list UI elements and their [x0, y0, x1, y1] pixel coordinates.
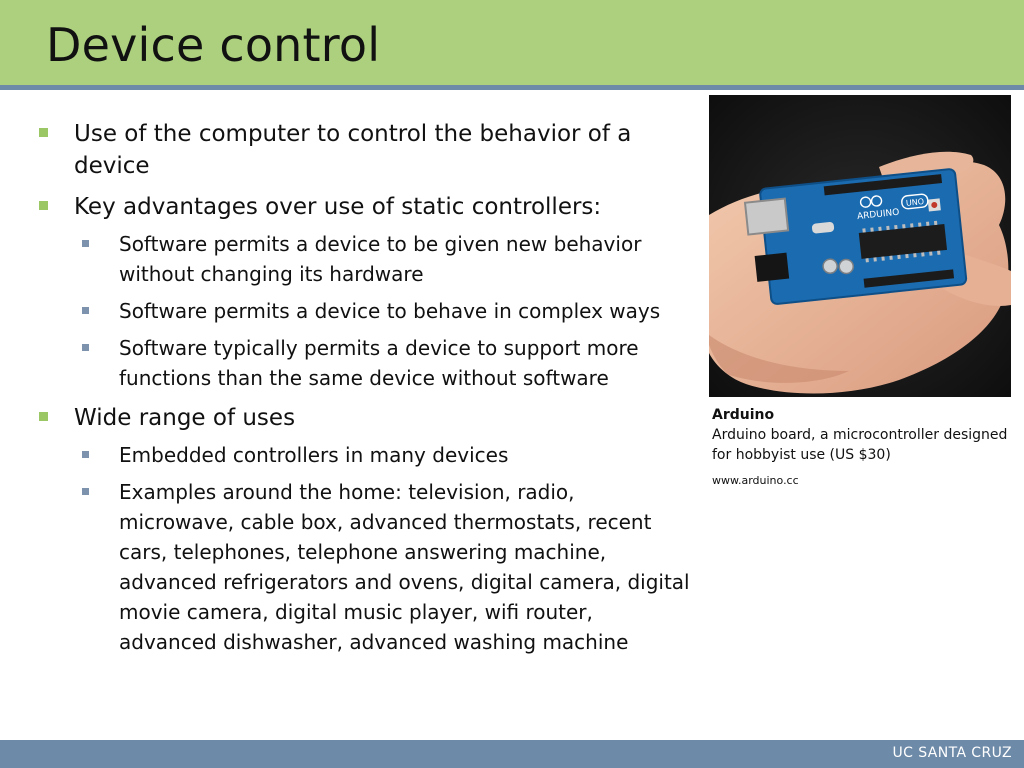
- arduino-photo: [709, 95, 1011, 397]
- sub-bullet-item: [81, 477, 696, 657]
- square-bullet-icon: [39, 201, 48, 210]
- bullet-item: [36, 118, 696, 182]
- image-caption: [712, 405, 1012, 491]
- board-badge: UNO: [905, 197, 925, 208]
- bullet-text: Key advantages over use of static controllers:: [74, 194, 602, 220]
- bullet-item: [36, 402, 696, 657]
- square-bullet-icon: [82, 451, 89, 458]
- square-bullet-icon: [39, 128, 48, 137]
- footer-institution: UC SANTA CRUZ: [892, 745, 1012, 761]
- square-bullet-icon: [39, 412, 48, 421]
- sub-bullet-text: Software permits a device to be given new behavior without changing its hardware: [119, 232, 642, 286]
- footer-bar: [0, 740, 1024, 768]
- bullet-list: [36, 118, 696, 657]
- board-label: ARDUINO: [856, 207, 900, 223]
- slide-title: Device control: [46, 18, 381, 72]
- bullet-text: Use of the computer to control the behavior of a device: [74, 121, 632, 179]
- square-bullet-icon: [82, 344, 89, 351]
- slide-body: [36, 118, 696, 666]
- caption-title: Arduino: [712, 407, 775, 423]
- title-bar: [0, 0, 1024, 85]
- bullet-item: [36, 191, 696, 393]
- sub-bullet-text: Software permits a device to behave in complex ways: [119, 299, 661, 323]
- sub-bullet-list: [81, 440, 696, 657]
- sub-bullet-list: [81, 229, 696, 393]
- sub-bullet-text: Software typically permits a device to support more functions than the same device without software: [119, 336, 639, 390]
- sub-bullet-item: [81, 333, 696, 393]
- header-divider: [0, 85, 1024, 90]
- square-bullet-icon: [82, 488, 89, 495]
- sub-bullet-item: [81, 440, 696, 470]
- sub-bullet-text: Embedded controllers in many devices: [119, 443, 509, 467]
- arduino-in-hand-image: [709, 95, 1011, 397]
- sub-bullet-item: [81, 229, 696, 289]
- caption-url: www.arduino.cc: [712, 474, 799, 487]
- sub-bullet-text: Examples around the home: television, radio, microwave, cable box, advanced thermostats, recent cars, telephones, telephone answering machine, advanced refrigerators and ovens, digital camera, digital movie camera, digital music player, wifi router, advanced dishwasher, advanced washing machine: [119, 480, 690, 654]
- square-bullet-icon: [82, 240, 89, 247]
- square-bullet-icon: [82, 307, 89, 314]
- bullet-text: Wide range of uses: [74, 405, 296, 431]
- sub-bullet-item: [81, 296, 696, 326]
- caption-text: Arduino board, a microcontroller designed for hobbyist use (US $30): [712, 427, 1008, 463]
